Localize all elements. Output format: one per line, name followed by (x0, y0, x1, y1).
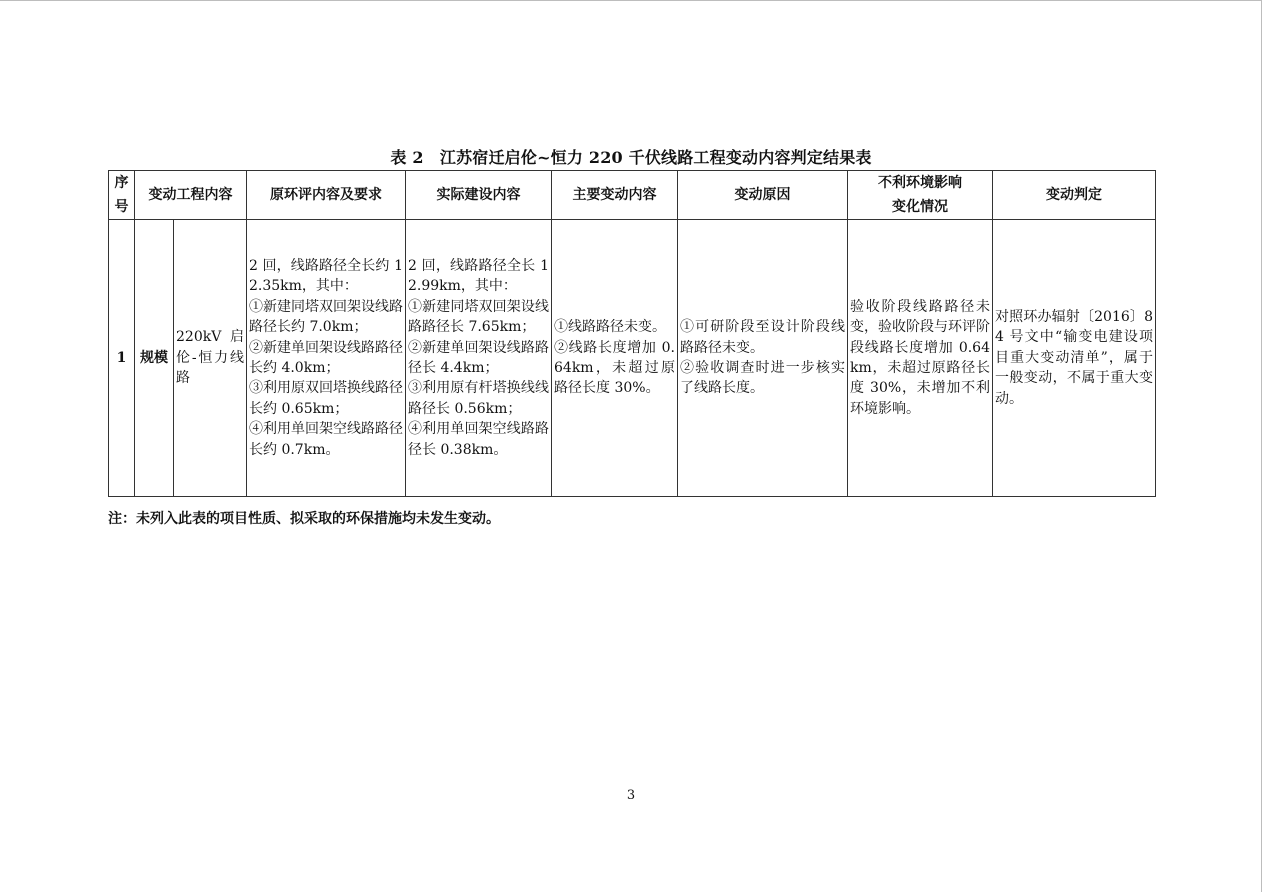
row-judgment: 对照环办辐射〔2016〕84 号文中“输变电建设项目重大变动清单”，属于一般变动，不属于重大变动。 (993, 220, 1156, 497)
table-header-row (109, 171, 1156, 220)
table-row (109, 220, 1156, 497)
change-judgment-table (108, 170, 1156, 497)
actual-line: ③利用原有杆塔换线线路径长 0.56km； (408, 380, 549, 417)
table-note: 注：未列入此表的项目性质、拟采取的环保措施均未发生变动。 (108, 511, 500, 527)
actual-line: ①新建同塔双回架设线路路径长 7.65km； (408, 298, 549, 336)
reason-line: ①可研阶段至设计阶段线路路径未变。 (680, 319, 845, 356)
row-serial: 1 (109, 220, 135, 497)
header-actual: 实际建设内容 (406, 171, 552, 220)
row-impact: 验收阶段线路路径未变，验收阶段与环评阶段线路长度增加 0.64km，未超过原路径长度 30%，未增加不利环境影响。 (848, 220, 993, 497)
reason-line: ②验收调查时进一步核实了线路长度。 (680, 360, 845, 397)
header-serial: 序号 (109, 171, 135, 220)
original-line: ②新建单回架设线路路径长约 4.0km； (249, 339, 403, 376)
header-reason: 变动原因 (678, 171, 848, 220)
actual-line: ②新建单回架设线路路径长 4.4km； (408, 339, 549, 376)
row-category: 规模 (135, 220, 174, 497)
header-change: 主要变动内容 (552, 171, 678, 220)
row-item: 220kV 启伦-恒力线路 (174, 220, 247, 497)
header-impact-line2: 变化情况 (892, 199, 948, 215)
original-line: ③利用原双回塔换线路径长约 0.65km； (249, 380, 403, 417)
table-caption: 表 2 江苏宿迁启伦~恒力 220 千伏线路工程变动内容判定结果表 (390, 148, 872, 167)
original-line: ④利用单回架空线路路径长约 0.7km。 (249, 421, 403, 458)
change-line: ①线路路径未变。 (554, 319, 666, 336)
original-line: 2 回，线路路径全长约 12.35km，其中： (249, 257, 403, 295)
actual-line: 2 回，线路路径全长 12.99km，其中： (408, 257, 549, 295)
actual-line: ④利用单回架空线路路径长 0.38km。 (408, 421, 549, 458)
row-original (247, 220, 406, 497)
header-original: 原环评内容及要求 (247, 171, 406, 220)
original-line: ①新建同塔双回架设线路路径长约 7.0km； (249, 298, 403, 336)
header-project: 变动工程内容 (135, 171, 247, 220)
row-reason (678, 220, 848, 497)
header-impact-line1: 不利环境影响 (878, 175, 962, 191)
header-impact (848, 171, 993, 220)
change-line: ②线路长度增加 0.64km，未超过原路径长度 30%。 (554, 339, 675, 397)
row-actual (406, 220, 552, 497)
row-change (552, 220, 678, 497)
header-judgment: 变动判定 (993, 171, 1156, 220)
page-number: 3 (626, 788, 636, 803)
